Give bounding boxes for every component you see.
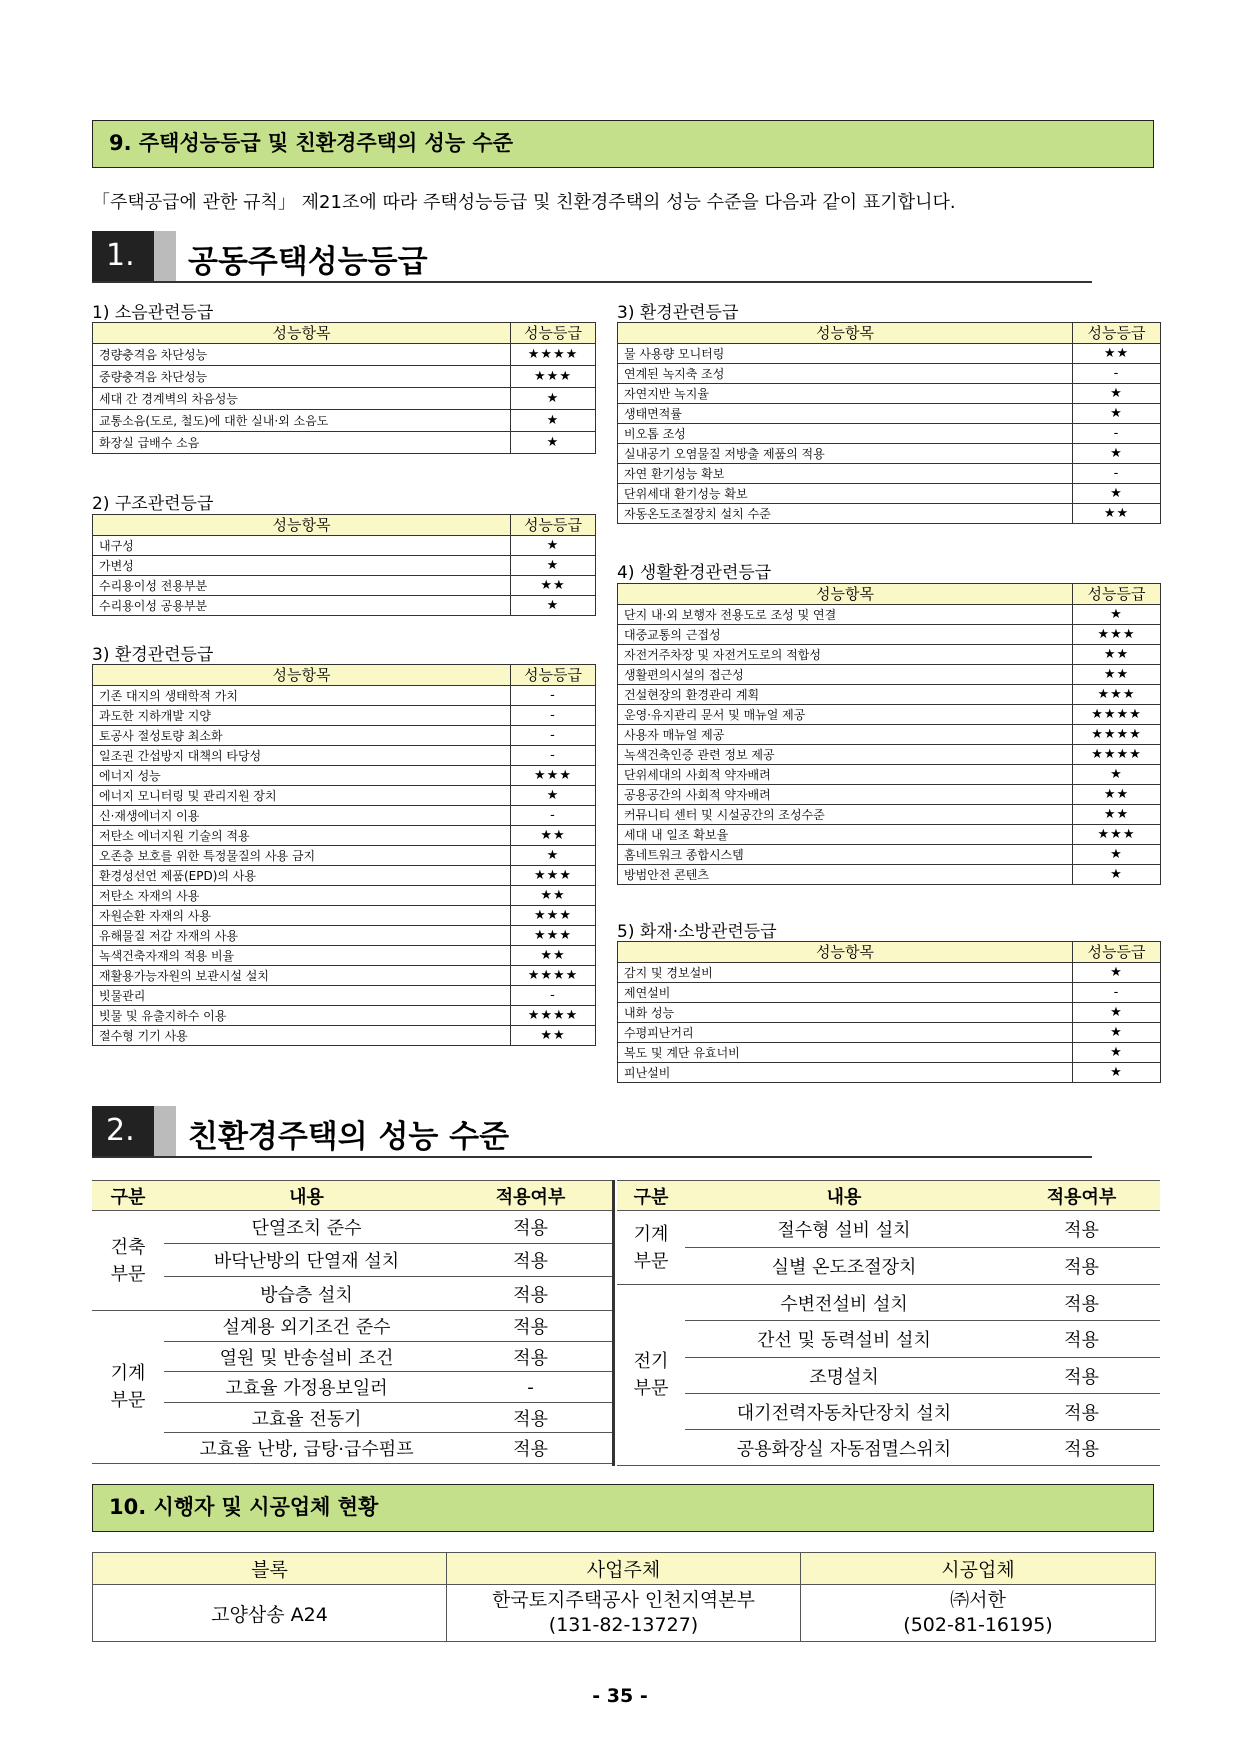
eco-applied: 적용 — [449, 1403, 612, 1433]
eco-applied: 적용 — [449, 1311, 612, 1342]
fire-title: 5) 화재·소방관련등급 — [617, 922, 777, 942]
living-title: 4) 생활환경관련등급 — [617, 563, 772, 583]
structure-title: 2) 구조관련등급 — [92, 494, 214, 514]
performance-item: 토공사 절성토량 최소화 — [93, 726, 511, 746]
eco-applied: 적용 — [449, 1244, 612, 1277]
performance-grade: ★★★ — [1073, 825, 1161, 845]
performance-item: 커뮤니티 센터 및 시설공간의 조성수준 — [618, 805, 1073, 825]
noise-title: 1) 소음관련등급 — [92, 303, 214, 323]
performance-item: 생활편의시설의 접근성 — [618, 665, 1073, 685]
performance-grade: ★★★★ — [511, 966, 596, 986]
performance-grade: ★ — [1073, 865, 1161, 885]
table-row — [618, 404, 1161, 424]
performance-item: 단위세대 환기성능 확보 — [618, 484, 1073, 504]
performance-item: 재활용가능자원의 보관시설 설치 — [93, 966, 511, 986]
contractor-builder: ㈜서한 — [950, 1589, 1006, 1611]
eco-content: 고효율 전동기 — [164, 1403, 449, 1433]
table-row — [618, 745, 1161, 765]
performance-grade: ★★ — [1073, 785, 1161, 805]
performance-grade: - — [511, 726, 596, 746]
table-row — [618, 845, 1161, 865]
performance-grade: ★ — [511, 410, 596, 432]
col-header-item: 성능항목 — [93, 323, 511, 344]
performance-grade: ★★ — [511, 1026, 596, 1046]
eco-applied: 적용 — [1003, 1430, 1160, 1466]
eco-content: 대기전력자동차단장치 설치 — [685, 1394, 1003, 1430]
table-row — [618, 805, 1161, 825]
eco-header-category: 구분 — [92, 1181, 164, 1211]
col-header-grade: 성능등급 — [511, 323, 596, 344]
contractor-header-builder: 시공업체 — [801, 1553, 1156, 1585]
heading-1-rule — [92, 281, 1092, 283]
table-row — [618, 344, 1161, 364]
performance-item: 홈네트워크 종합시스템 — [618, 845, 1073, 865]
contractor-owner: 한국토지주택공사 인천지역본부 — [492, 1589, 755, 1611]
table-row — [618, 464, 1161, 484]
performance-grade: ★ — [1073, 845, 1161, 865]
contractor-owner-reg: (131-82-13727) — [548, 1614, 699, 1636]
performance-item: 세대 간 경계벽의 차음성능 — [93, 388, 511, 410]
performance-grade: - — [1073, 464, 1161, 484]
performance-item: 빗물 및 유출지하수 이용 — [93, 1006, 511, 1026]
heading-2-rule — [92, 1156, 1092, 1158]
table-row — [93, 1006, 596, 1026]
heading-2-number: 2. — [92, 1106, 154, 1156]
performance-grade: ★ — [1073, 605, 1161, 625]
performance-item: 건설현장의 환경관리 계획 — [618, 685, 1073, 705]
eco-table-left — [92, 1180, 612, 1464]
eco-content: 공용화장실 자동점멸스위치 — [685, 1430, 1003, 1466]
table-row — [618, 825, 1161, 845]
eco-category: 기계 부문 — [92, 1311, 164, 1464]
performance-grade: ★ — [1073, 404, 1161, 424]
table-row — [618, 645, 1161, 665]
performance-item: 교통소음(도로, 철도)에 대한 실내·외 소음도 — [93, 410, 511, 432]
performance-item: 화장실 급배수 소음 — [93, 432, 511, 454]
table-row — [93, 886, 596, 906]
performance-item: 중량충격음 차단성능 — [93, 366, 511, 388]
eco-table-divider — [612, 1180, 615, 1466]
eco-content: 단열조치 준수 — [164, 1211, 449, 1244]
table-row — [618, 785, 1161, 805]
eco-applied: 적용 — [1003, 1358, 1160, 1394]
eco-content: 열원 및 반송설비 조건 — [164, 1342, 449, 1372]
performance-grade: - — [511, 746, 596, 766]
table-row — [618, 725, 1161, 745]
col-header-item: 성능항목 — [618, 584, 1073, 605]
performance-grade: ★★ — [511, 826, 596, 846]
performance-grade: ★ — [1073, 384, 1161, 404]
performance-item: 기존 대지의 생태학적 가치 — [93, 686, 511, 706]
col-header-grade: 성능등급 — [1073, 584, 1161, 605]
performance-grade: ★★★ — [511, 906, 596, 926]
performance-item: 오존층 보호를 위한 특정물질의 사용 금지 — [93, 846, 511, 866]
performance-grade: - — [1073, 424, 1161, 444]
table-row — [93, 806, 596, 826]
env-left-table — [92, 664, 596, 1046]
eco-content: 고효율 난방, 급탕·급수펌프 — [164, 1433, 449, 1464]
env-left-title: 3) 환경관련등급 — [92, 645, 214, 665]
performance-item: 공용공간의 사회적 약자배려 — [618, 785, 1073, 805]
table-row — [618, 705, 1161, 725]
performance-grade: ★ — [511, 388, 596, 410]
table-row — [93, 926, 596, 946]
table-row — [93, 536, 596, 556]
performance-item: 복도 및 계단 유효너비 — [618, 1043, 1073, 1063]
table-row — [618, 1023, 1161, 1043]
performance-item: 운영·유지관리 문서 및 매뉴얼 제공 — [618, 705, 1073, 725]
performance-grade: ★★ — [1073, 504, 1161, 524]
performance-item: 자원순환 자재의 사용 — [93, 906, 511, 926]
table-row — [618, 665, 1161, 685]
table-row — [618, 865, 1161, 885]
table-row — [618, 1043, 1161, 1063]
performance-item: 연계된 녹지축 조성 — [618, 364, 1073, 384]
performance-grade: ★ — [511, 846, 596, 866]
contractor-builder-reg: (502-81-16195) — [903, 1614, 1053, 1636]
performance-item: 내구성 — [93, 536, 511, 556]
fire-table — [617, 941, 1161, 1083]
performance-item: 절수형 기기 사용 — [93, 1026, 511, 1046]
performance-grade: - — [511, 686, 596, 706]
performance-grade: ★ — [1073, 1003, 1161, 1023]
env-right-table — [617, 322, 1161, 524]
performance-item: 감지 및 경보설비 — [618, 963, 1073, 983]
table-row — [93, 826, 596, 846]
performance-grade: ★ — [511, 596, 596, 616]
performance-grade: ★ — [511, 786, 596, 806]
eco-content: 수변전설비 설치 — [685, 1285, 1003, 1321]
heading-1-accent — [154, 231, 176, 281]
table-row — [93, 726, 596, 746]
performance-grade: ★ — [1073, 1063, 1161, 1083]
col-header-grade: 성능등급 — [1073, 942, 1161, 963]
table-row — [93, 946, 596, 966]
eco-category: 전기 부문 — [617, 1285, 685, 1466]
table-row — [93, 366, 596, 388]
performance-item: 단지 내·외 보행자 전용도로 조성 및 연결 — [618, 605, 1073, 625]
performance-grade: ★★ — [1073, 344, 1161, 364]
eco-applied: 적용 — [1003, 1285, 1160, 1321]
table-row — [93, 706, 596, 726]
performance-grade: ★★ — [511, 576, 596, 596]
table-row — [618, 444, 1161, 464]
table-row — [93, 1026, 596, 1046]
heading-1-title: 공동주택성능등급 — [188, 244, 428, 280]
contractor-builder-cell — [801, 1585, 1156, 1642]
performance-grade: ★★ — [511, 886, 596, 906]
table-row — [618, 605, 1161, 625]
table-row — [93, 344, 596, 366]
eco-header-applied: 적용여부 — [449, 1181, 612, 1211]
col-header-grade: 성능등급 — [511, 665, 596, 686]
performance-grade: ★★★ — [511, 926, 596, 946]
performance-item: 가변성 — [93, 556, 511, 576]
performance-item: 피난설비 — [618, 1063, 1073, 1083]
performance-item: 방범안전 콘텐츠 — [618, 865, 1073, 885]
eco-applied: 적용 — [449, 1342, 612, 1372]
performance-item: 물 사용량 모니터링 — [618, 344, 1073, 364]
performance-item: 자연 환기성능 확보 — [618, 464, 1073, 484]
performance-grade: ★★★★ — [511, 1006, 596, 1026]
performance-item: 자동온도조절장치 설치 수준 — [618, 504, 1073, 524]
performance-grade: ★ — [1073, 484, 1161, 504]
table-row — [93, 432, 596, 454]
eco-applied: 적용 — [1003, 1248, 1160, 1285]
performance-grade: ★ — [1073, 1023, 1161, 1043]
performance-grade: - — [511, 806, 596, 826]
performance-grade: ★★ — [1073, 665, 1161, 685]
table-row — [93, 410, 596, 432]
eco-content: 고효율 가정용보일러 — [164, 1372, 449, 1403]
table-row — [618, 685, 1161, 705]
table-row — [93, 556, 596, 576]
eco-content: 절수형 설비 설치 — [685, 1211, 1003, 1248]
contractor-owner-cell — [447, 1585, 801, 1642]
eco-category: 기계 부문 — [617, 1211, 685, 1285]
performance-item: 대중교통의 근접성 — [618, 625, 1073, 645]
eco-header-applied: 적용여부 — [1003, 1181, 1160, 1211]
performance-item: 저탄소 에너지원 기술의 적용 — [93, 826, 511, 846]
eco-content: 바닥난방의 단열재 설치 — [164, 1244, 449, 1277]
table-row — [93, 686, 596, 706]
eco-header-category: 구분 — [617, 1181, 685, 1211]
structure-table — [92, 514, 596, 616]
eco-header-content: 내용 — [164, 1181, 449, 1211]
col-header-item: 성능항목 — [93, 515, 511, 536]
performance-grade: ★★★ — [1073, 685, 1161, 705]
performance-grade: ★★★ — [511, 366, 596, 388]
performance-item: 실내공기 오염물질 저방출 제품의 적용 — [618, 444, 1073, 464]
table-row — [618, 1063, 1161, 1083]
performance-grade: ★★★★ — [1073, 725, 1161, 745]
eco-applied: 적용 — [449, 1433, 612, 1464]
living-table — [617, 583, 1161, 885]
performance-item: 자전거주차장 및 자전거도로의 적합성 — [618, 645, 1073, 665]
eco-content: 설계용 외기조건 준수 — [164, 1311, 449, 1342]
performance-item: 에너지 성능 — [93, 766, 511, 786]
col-header-grade: 성능등급 — [511, 515, 596, 536]
heading-2-accent — [154, 1106, 176, 1156]
performance-grade: ★ — [1073, 963, 1161, 983]
performance-grade: - — [1073, 983, 1161, 1003]
performance-item: 내화 성능 — [618, 1003, 1073, 1023]
table-row — [93, 576, 596, 596]
performance-grade: ★★★ — [511, 866, 596, 886]
table-row — [618, 384, 1161, 404]
contractor-table — [92, 1552, 1156, 1642]
section-9-intro: 「주택공급에 관한 규칙」 제21조에 따라 주택성능등급 및 친환경주택의 성능 수준을 다음과 같이 표기합니다. — [92, 192, 956, 213]
eco-applied: 적용 — [1003, 1321, 1160, 1358]
eco-applied: 적용 — [449, 1277, 612, 1311]
col-header-grade: 성능등급 — [1073, 323, 1161, 344]
col-header-item: 성능항목 — [93, 665, 511, 686]
col-header-item: 성능항목 — [618, 323, 1073, 344]
contractor-block: 고양삼송 A24 — [93, 1585, 447, 1642]
table-row — [93, 906, 596, 926]
performance-item: 에너지 모니터링 및 관리지원 장치 — [93, 786, 511, 806]
eco-header-content: 내용 — [685, 1181, 1003, 1211]
performance-grade: ★ — [511, 536, 596, 556]
performance-grade: ★ — [1073, 1043, 1161, 1063]
table-row — [93, 846, 596, 866]
table-row — [93, 866, 596, 886]
page-number: - 35 - — [592, 1685, 648, 1707]
table-row — [93, 388, 596, 410]
eco-applied: - — [449, 1372, 612, 1403]
performance-grade: ★ — [511, 556, 596, 576]
performance-grade: ★★★ — [511, 766, 596, 786]
performance-grade: ★ — [1073, 765, 1161, 785]
table-row — [93, 786, 596, 806]
table-row — [618, 983, 1161, 1003]
performance-grade: ★★ — [1073, 645, 1161, 665]
performance-item: 신·재생에너지 이용 — [93, 806, 511, 826]
performance-item: 녹색건축인증 관련 정보 제공 — [618, 745, 1073, 765]
performance-item: 자연지반 녹지율 — [618, 384, 1073, 404]
performance-item: 저탄소 자재의 사용 — [93, 886, 511, 906]
table-row — [618, 1003, 1161, 1023]
performance-item: 사용자 매뉴얼 제공 — [618, 725, 1073, 745]
performance-item: 일조권 간섭방지 대책의 타당성 — [93, 746, 511, 766]
performance-grade: ★ — [1073, 444, 1161, 464]
performance-item: 수평피난거리 — [618, 1023, 1073, 1043]
env-right-title: 3) 환경관련등급 — [617, 303, 739, 323]
eco-applied: 적용 — [1003, 1394, 1160, 1430]
eco-applied: 적용 — [1003, 1211, 1160, 1248]
performance-item: 생태면적률 — [618, 404, 1073, 424]
table-row — [618, 484, 1161, 504]
table-row — [93, 986, 596, 1006]
contractor-header-block: 블록 — [93, 1553, 447, 1585]
performance-grade: - — [511, 706, 596, 726]
performance-grade: ★★★★ — [1073, 705, 1161, 725]
table-row — [618, 963, 1161, 983]
table-row — [93, 766, 596, 786]
noise-table — [92, 322, 596, 454]
heading-1-number: 1. — [92, 231, 154, 281]
performance-item: 세대 내 일조 확보율 — [618, 825, 1073, 845]
performance-item: 빗물관리 — [93, 986, 511, 1006]
performance-item: 단위세대의 사회적 약자배려 — [618, 765, 1073, 785]
table-row — [93, 596, 596, 616]
table-row — [618, 424, 1161, 444]
table-row — [618, 364, 1161, 384]
performance-grade: ★ — [511, 432, 596, 454]
eco-category: 건축 부문 — [92, 1211, 164, 1311]
performance-item: 수리용이성 전용부분 — [93, 576, 511, 596]
performance-item: 수리용이성 공용부분 — [93, 596, 511, 616]
eco-content: 실별 온도조절장치 — [685, 1248, 1003, 1285]
performance-item: 환경성선언 제품(EPD)의 사용 — [93, 866, 511, 886]
performance-item: 제연설비 — [618, 983, 1073, 1003]
performance-grade: - — [1073, 364, 1161, 384]
section-10-title: 10. 시행자 및 시공업체 현황 — [92, 1484, 1154, 1532]
performance-item: 과도한 지하개발 지양 — [93, 706, 511, 726]
eco-table-right — [617, 1180, 1160, 1466]
performance-item: 경량충격음 차단성능 — [93, 344, 511, 366]
performance-item: 유해물질 저감 자재의 사용 — [93, 926, 511, 946]
performance-grade: ★★★★ — [1073, 745, 1161, 765]
table-row — [618, 504, 1161, 524]
performance-grade: - — [511, 986, 596, 1006]
eco-content: 방습층 설치 — [164, 1277, 449, 1311]
heading-2-title: 친환경주택의 성능 수준 — [188, 1119, 510, 1155]
eco-content: 조명설치 — [685, 1358, 1003, 1394]
performance-grade: ★★★ — [1073, 625, 1161, 645]
section-9-title: 9. 주택성능등급 및 친환경주택의 성능 수준 — [92, 120, 1154, 168]
contractor-header-owner: 사업주체 — [447, 1553, 801, 1585]
table-row — [93, 966, 596, 986]
performance-item: 비오톱 조성 — [618, 424, 1073, 444]
eco-applied: 적용 — [449, 1211, 612, 1244]
performance-grade: ★★ — [1073, 805, 1161, 825]
table-row — [618, 625, 1161, 645]
performance-grade: ★★ — [511, 946, 596, 966]
eco-content: 간선 및 동력설비 설치 — [685, 1321, 1003, 1358]
col-header-item: 성능항목 — [618, 942, 1073, 963]
performance-item: 녹색건축자재의 적용 비율 — [93, 946, 511, 966]
table-row — [93, 746, 596, 766]
table-row — [618, 765, 1161, 785]
performance-grade: ★★★★ — [511, 344, 596, 366]
